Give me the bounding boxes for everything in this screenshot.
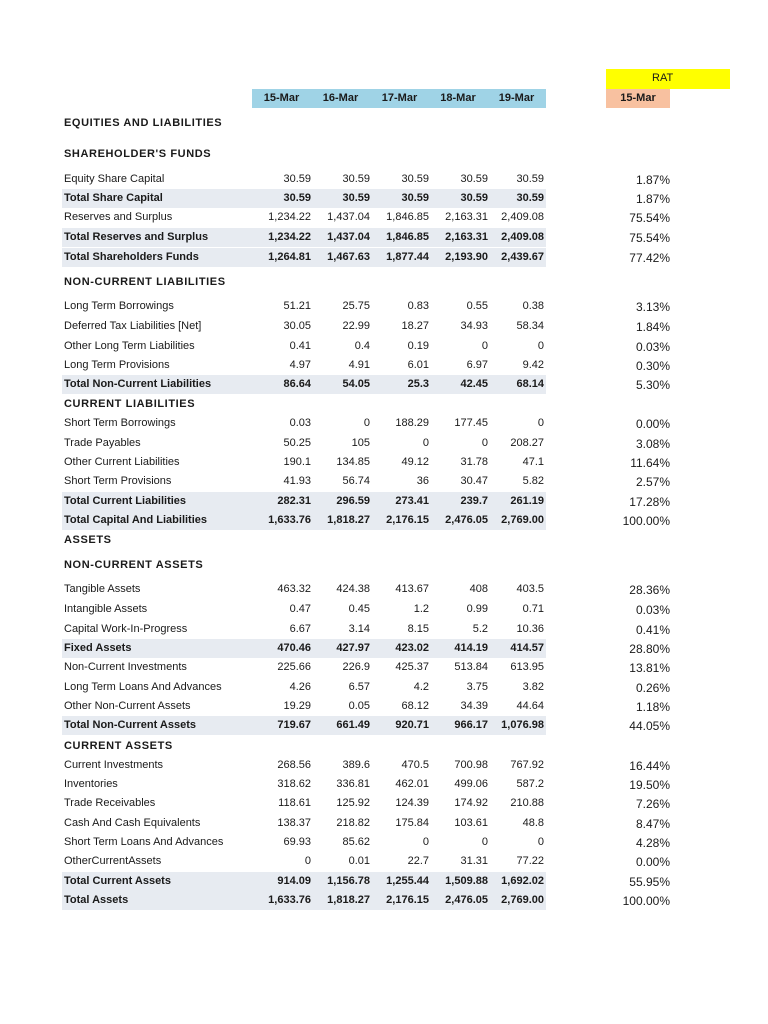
row-value: 30.05	[283, 320, 311, 332]
row-value: 462.01	[395, 778, 429, 790]
table-row	[62, 697, 546, 716]
row-value: 966.17	[454, 719, 488, 731]
row-value: 105	[351, 437, 370, 449]
row-value: 336.81	[336, 778, 370, 790]
row-value: 2,176.15	[386, 514, 429, 526]
section-non-current-liabilities: NON-CURRENT LIABILITIES	[64, 276, 226, 288]
row-value: 1,264.81	[268, 251, 311, 263]
section-equities-liabilities: EQUITIES AND LIABILITIES	[64, 117, 223, 129]
row-label: Long Term Provisions	[64, 359, 170, 371]
row-label: Other Long Term Liabilities	[64, 340, 195, 352]
table-total-row	[62, 375, 546, 394]
row-label: Total Shareholders Funds	[64, 251, 199, 263]
row-value: 8.15	[407, 623, 429, 635]
row-value: 218.82	[336, 817, 370, 829]
table-row	[62, 794, 546, 813]
row-value: 86.64	[283, 378, 311, 390]
table-total-row	[62, 511, 546, 530]
row-value: 587.2	[516, 778, 544, 790]
row-ratio: 2.57%	[635, 475, 670, 489]
row-value: 0.45	[348, 603, 370, 615]
row-label: Short Term Loans And Advances	[64, 836, 224, 848]
row-value: 4.26	[289, 681, 311, 693]
row-value: 0.41	[289, 340, 311, 352]
row-value: 5.82	[522, 475, 544, 487]
section-shareholders-funds: SHAREHOLDER'S FUNDS	[64, 148, 212, 160]
row-ratio: 1.87%	[635, 173, 670, 187]
section-non-current-assets: NON-CURRENT ASSETS	[64, 559, 204, 571]
row-label: Reserves and Surplus	[64, 211, 173, 223]
row-value: 210.88	[510, 797, 544, 809]
row-value: 30.59	[460, 192, 488, 204]
header-date-cell: 15-Mar	[252, 89, 311, 108]
row-label: Short Term Provisions	[64, 475, 172, 487]
row-label: Total Capital And Liabilities	[64, 514, 208, 526]
row-value: 6.01	[407, 359, 429, 371]
row-value: 6.57	[348, 681, 370, 693]
table-row	[62, 356, 546, 375]
row-label: Long Term Loans And Advances	[64, 681, 222, 693]
row-value: 1,633.76	[268, 894, 311, 906]
row-label: Fixed Assets	[64, 642, 132, 654]
row-value: 208.27	[510, 437, 544, 449]
row-value: 30.59	[460, 173, 488, 185]
row-value: 42.45	[460, 378, 488, 390]
row-label: Other Current Liabilities	[64, 456, 180, 468]
row-label: Total Assets	[64, 894, 129, 906]
table-row	[62, 414, 546, 433]
row-value: 427.97	[336, 642, 370, 654]
row-ratio: 0.03%	[635, 340, 670, 354]
row-value: 0.03	[289, 417, 311, 429]
row-value: 1.2	[413, 603, 429, 615]
row-ratio: 100.00%	[622, 514, 670, 528]
row-ratio: 0.00%	[635, 855, 670, 869]
header-date-cell: 16-Mar	[311, 89, 370, 108]
row-value: 1,877.44	[386, 251, 429, 263]
row-value: 2,476.05	[445, 894, 488, 906]
row-value: 1,437.04	[327, 231, 370, 243]
row-ratio: 0.41%	[635, 623, 670, 637]
row-label: Trade Payables	[64, 437, 141, 449]
row-label: Long Term Borrowings	[64, 300, 174, 312]
row-value: 41.93	[283, 475, 311, 487]
table-total-row	[62, 248, 546, 267]
row-value: 2,163.31	[445, 211, 488, 223]
row-value: 3.82	[522, 681, 544, 693]
row-value: 0.99	[466, 603, 488, 615]
row-value: 51.21	[283, 300, 311, 312]
row-value: 389.6	[342, 759, 370, 771]
row-value: 470.46	[277, 642, 311, 654]
header-date-cell: 19-Mar	[487, 89, 546, 108]
row-label: Other Non-Current Assets	[64, 700, 191, 712]
row-ratio: 0.00%	[635, 417, 670, 431]
row-label: Inventories	[64, 778, 118, 790]
row-label: Capital Work-In-Progress	[64, 623, 188, 635]
row-label: Deferred Tax Liabilities [Net]	[64, 320, 202, 332]
row-value: 0	[304, 855, 311, 867]
row-value: 470.5	[401, 759, 429, 771]
row-label: Total Non-Current Assets	[64, 719, 197, 731]
row-value: 1,818.27	[327, 514, 370, 526]
ratio-title: RAT	[652, 72, 674, 84]
table-row	[62, 580, 546, 599]
row-value: 124.39	[395, 797, 429, 809]
row-label: Intangible Assets	[64, 603, 148, 615]
row-value: 423.02	[395, 642, 429, 654]
row-value: 700.98	[454, 759, 488, 771]
row-value: 0	[422, 437, 429, 449]
row-value: 56.74	[342, 475, 370, 487]
row-value: 69.93	[283, 836, 311, 848]
row-label: Trade Receivables	[64, 797, 156, 809]
row-value: 2,476.05	[445, 514, 488, 526]
row-value: 0	[537, 417, 544, 429]
row-value: 58.34	[516, 320, 544, 332]
table-total-row	[62, 189, 546, 208]
row-ratio: 0.30%	[635, 359, 670, 373]
row-ratio: 28.80%	[629, 642, 670, 656]
row-value: 425.37	[395, 661, 429, 673]
row-ratio: 44.05%	[629, 719, 670, 733]
row-value: 25.3	[407, 378, 429, 390]
row-ratio: 3.13%	[635, 300, 670, 314]
table-row	[62, 833, 546, 852]
row-value: 175.84	[395, 817, 429, 829]
table-total-row	[62, 492, 546, 511]
row-ratio: 75.54%	[629, 211, 670, 225]
row-value: 31.78	[460, 456, 488, 468]
row-value: 0.83	[407, 300, 429, 312]
row-value: 1,509.88	[445, 875, 488, 887]
row-ratio: 0.03%	[635, 603, 670, 617]
row-value: 1,234.22	[268, 211, 311, 223]
row-value: 22.99	[342, 320, 370, 332]
row-value: 30.59	[283, 192, 311, 204]
row-label: Total Current Liabilities	[64, 495, 187, 507]
table-row	[62, 434, 546, 453]
row-value: 177.45	[454, 417, 488, 429]
row-value: 424.38	[336, 583, 370, 595]
table-row	[62, 620, 546, 639]
row-value: 190.1	[283, 456, 311, 468]
row-value: 0.19	[407, 340, 429, 352]
table-row	[62, 208, 546, 227]
row-value: 4.97	[289, 359, 311, 371]
row-value: 2,409.08	[501, 211, 544, 223]
row-value: 10.36	[516, 623, 544, 635]
row-value: 1,234.22	[268, 231, 311, 243]
row-value: 31.31	[460, 855, 488, 867]
row-ratio: 5.30%	[635, 378, 670, 392]
row-value: 0.47	[289, 603, 311, 615]
row-value: 2,176.15	[386, 894, 429, 906]
row-value: 0	[481, 340, 488, 352]
row-label: OtherCurrentAssets	[64, 855, 162, 867]
row-value: 0.38	[522, 300, 544, 312]
row-value: 30.59	[401, 173, 429, 185]
row-ratio: 28.36%	[629, 583, 670, 597]
row-ratio: 55.95%	[629, 875, 670, 889]
table-row	[62, 600, 546, 619]
table-total-row	[62, 891, 546, 910]
row-value: 50.25	[283, 437, 311, 449]
row-value: 2,769.00	[501, 514, 544, 526]
row-value: 463.32	[277, 583, 311, 595]
row-value: 403.5	[516, 583, 544, 595]
row-value: 318.62	[277, 778, 311, 790]
row-value: 513.84	[454, 661, 488, 673]
row-ratio: 1.84%	[635, 320, 670, 334]
row-value: 1,692.02	[501, 875, 544, 887]
row-value: 767.92	[510, 759, 544, 771]
row-label: Tangible Assets	[64, 583, 141, 595]
row-value: 719.67	[277, 719, 311, 731]
row-value: 2,439.67	[501, 251, 544, 263]
row-value: 30.59	[342, 192, 370, 204]
table-row	[62, 756, 546, 775]
row-value: 19.29	[283, 700, 311, 712]
table-row	[62, 170, 546, 189]
row-value: 2,409.08	[501, 231, 544, 243]
row-value: 30.59	[342, 173, 370, 185]
row-value: 613.95	[510, 661, 544, 673]
row-value: 1,255.44	[386, 875, 429, 887]
row-value: 2,163.31	[445, 231, 488, 243]
row-value: 0	[537, 836, 544, 848]
row-value: 30.59	[516, 173, 544, 185]
row-value: 0.4	[354, 340, 370, 352]
row-ratio: 3.08%	[635, 437, 670, 451]
row-value: 118.61	[278, 797, 311, 809]
row-label: Non-Current Investments	[64, 661, 187, 673]
row-value: 1,846.85	[386, 211, 429, 223]
row-value: 18.27	[401, 320, 429, 332]
row-label: Short Term Borrowings	[64, 417, 176, 429]
table-total-row	[62, 228, 546, 247]
row-ratio: 1.18%	[635, 700, 670, 714]
row-value: 85.62	[342, 836, 370, 848]
row-value: 5.2	[472, 623, 488, 635]
row-ratio: 1.87%	[635, 192, 670, 206]
row-value: 54.05	[342, 378, 370, 390]
row-value: 68.12	[401, 700, 429, 712]
row-value: 0	[537, 340, 544, 352]
row-value: 1,156.78	[327, 875, 370, 887]
row-value: 408	[469, 583, 488, 595]
row-value: 22.7	[407, 855, 429, 867]
row-ratio: 77.42%	[629, 251, 670, 265]
row-value: 1,818.27	[327, 894, 370, 906]
row-value: 77.22	[516, 855, 544, 867]
row-value: 499.06	[454, 778, 488, 790]
row-ratio: 0.26%	[635, 681, 670, 695]
section-current-assets: CURRENT ASSETS	[64, 740, 173, 752]
row-value: 30.59	[401, 192, 429, 204]
row-value: 0.01	[348, 855, 370, 867]
row-value: 413.67	[395, 583, 429, 595]
row-value: 34.39	[460, 700, 488, 712]
row-value: 0	[363, 417, 370, 429]
row-value: 0	[481, 437, 488, 449]
row-ratio: 4.28%	[635, 836, 670, 850]
table-row	[62, 472, 546, 491]
row-value: 239.7	[460, 495, 488, 507]
row-value: 36	[416, 475, 429, 487]
table-row	[62, 453, 546, 472]
row-value: 268.56	[277, 759, 311, 771]
row-value: 134.85	[336, 456, 370, 468]
row-value: 125.92	[336, 797, 370, 809]
row-ratio: 75.54%	[629, 231, 670, 245]
row-value: 2,769.00	[501, 894, 544, 906]
row-value: 1,467.63	[327, 251, 370, 263]
row-value: 0.55	[466, 300, 488, 312]
row-value: 0.05	[348, 700, 370, 712]
table-row	[62, 658, 546, 677]
table-row	[62, 775, 546, 794]
table-total-row	[62, 639, 546, 658]
row-value: 30.59	[516, 192, 544, 204]
row-label: Total Non-Current Liabilities	[64, 378, 212, 390]
row-value: 34.93	[460, 320, 488, 332]
row-ratio: 7.26%	[635, 797, 670, 811]
row-value: 30.47	[460, 475, 488, 487]
row-label: Total Current Assets	[64, 875, 171, 887]
row-ratio: 11.64%	[630, 456, 670, 470]
row-label: Cash And Cash Equivalents	[64, 817, 201, 829]
row-value: 6.67	[289, 623, 311, 635]
row-value: 225.66	[277, 661, 311, 673]
table-row	[62, 297, 546, 316]
row-value: 1,846.85	[386, 231, 429, 243]
table-row	[62, 814, 546, 833]
row-value: 1,437.04	[327, 211, 370, 223]
row-value: 661.49	[336, 719, 370, 731]
row-ratio: 17.28%	[629, 495, 670, 509]
row-value: 0.71	[522, 603, 544, 615]
row-value: 48.8	[522, 817, 544, 829]
row-ratio: 8.47%	[635, 817, 670, 831]
row-ratio: 19.50%	[629, 778, 670, 792]
header-date-cell: 17-Mar	[370, 89, 429, 108]
ratio-date-cell: 15-Mar	[606, 89, 670, 108]
section-assets: ASSETS	[64, 534, 112, 546]
row-value: 47.1	[522, 456, 544, 468]
row-value: 4.91	[348, 359, 370, 371]
row-value: 6.97	[466, 359, 488, 371]
row-value: 1,076.98	[501, 719, 544, 731]
row-value: 2,193.90	[445, 251, 488, 263]
row-value: 914.09	[277, 875, 311, 887]
row-value: 261.19	[510, 495, 544, 507]
row-value: 30.59	[283, 173, 311, 185]
table-total-row	[62, 872, 546, 891]
row-label: Current Investments	[64, 759, 164, 771]
row-value: 25.75	[342, 300, 370, 312]
row-value: 4.2	[413, 681, 429, 693]
row-value: 188.29	[395, 417, 429, 429]
row-ratio: 13.81%	[629, 661, 670, 675]
row-label: Total Reserves and Surplus	[64, 231, 209, 243]
row-value: 226.9	[342, 661, 370, 673]
row-value: 273.41	[395, 495, 429, 507]
row-ratio: 100.00%	[622, 894, 670, 908]
row-value: 0	[481, 836, 488, 848]
table-row	[62, 678, 546, 697]
row-value: 0	[422, 836, 429, 848]
row-value: 414.57	[510, 642, 544, 654]
section-current-liabilities: CURRENT LIABILITIES	[64, 398, 196, 410]
row-value: 9.42	[522, 359, 544, 371]
row-value: 920.71	[395, 719, 429, 731]
row-value: 1,633.76	[268, 514, 311, 526]
row-value: 44.64	[516, 700, 544, 712]
header-date-cell: 18-Mar	[429, 89, 487, 108]
row-ratio: 16.44%	[629, 759, 670, 773]
row-value: 282.31	[277, 495, 311, 507]
table-row	[62, 852, 546, 871]
row-label: Equity Share Capital	[64, 173, 165, 185]
row-value: 3.14	[348, 623, 370, 635]
row-value: 103.61	[454, 817, 488, 829]
table-row	[62, 317, 546, 336]
row-value: 138.37	[277, 817, 311, 829]
table-row	[62, 337, 546, 356]
table-total-row	[62, 716, 546, 735]
row-value: 414.19	[454, 642, 488, 654]
row-value: 49.12	[401, 456, 429, 468]
row-value: 68.14	[516, 378, 544, 390]
row-value: 296.59	[336, 495, 370, 507]
row-label: Total Share Capital	[64, 192, 163, 204]
row-value: 174.92	[454, 797, 488, 809]
row-value: 3.75	[466, 681, 488, 693]
